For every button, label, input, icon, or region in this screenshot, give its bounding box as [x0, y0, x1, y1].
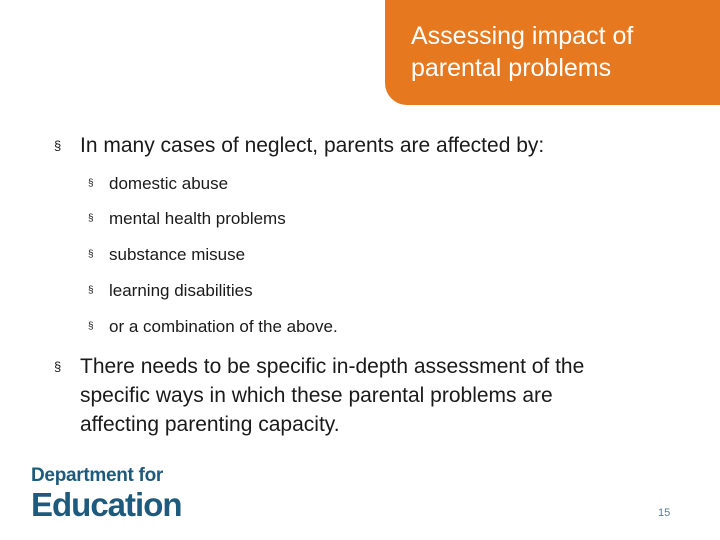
bullet-marker-icon: § [88, 285, 94, 296]
slide-title-line-2: parental problems [411, 54, 612, 82]
sub-bullet-text: mental health problems [109, 209, 286, 228]
slide-title-line-1: Assessing impact of [411, 22, 634, 50]
department-for-education-logo [31, 466, 182, 524]
bullet-marker-icon: § [88, 213, 94, 224]
bullet-marker-icon: § [88, 321, 94, 332]
bullet-marker-icon: § [88, 249, 94, 260]
sub-bullet-item [88, 174, 228, 194]
bullet-marker-icon: § [54, 359, 62, 374]
sub-bullet-text: domestic abuse [109, 174, 229, 193]
bullet-text: In many cases of neglect, parents are affected by: [80, 134, 545, 157]
sub-bullet-text: substance misuse [109, 245, 246, 264]
slide-title-banner [385, 0, 720, 105]
logo-line-1: Department for [31, 465, 163, 486]
bullet-text: There needs to be specific in-depth assessment of the specific ways in which these parental problems are affecting parenting capacity. [80, 355, 585, 436]
sub-bullet-item [88, 245, 245, 265]
sub-bullet-item [88, 209, 286, 229]
sub-bullet-item [88, 317, 338, 337]
bullet-item [54, 131, 680, 160]
page-number: 15 [658, 507, 671, 519]
sub-bullet-item [88, 281, 253, 301]
bullet-marker-icon: § [54, 138, 62, 153]
bullet-item [54, 352, 680, 439]
logo-line-2: Education [31, 486, 182, 523]
bullet-marker-icon: § [88, 178, 94, 189]
sub-bullet-text: learning disabilities [109, 281, 253, 300]
sub-bullet-text: or a combination of the above. [109, 317, 338, 336]
